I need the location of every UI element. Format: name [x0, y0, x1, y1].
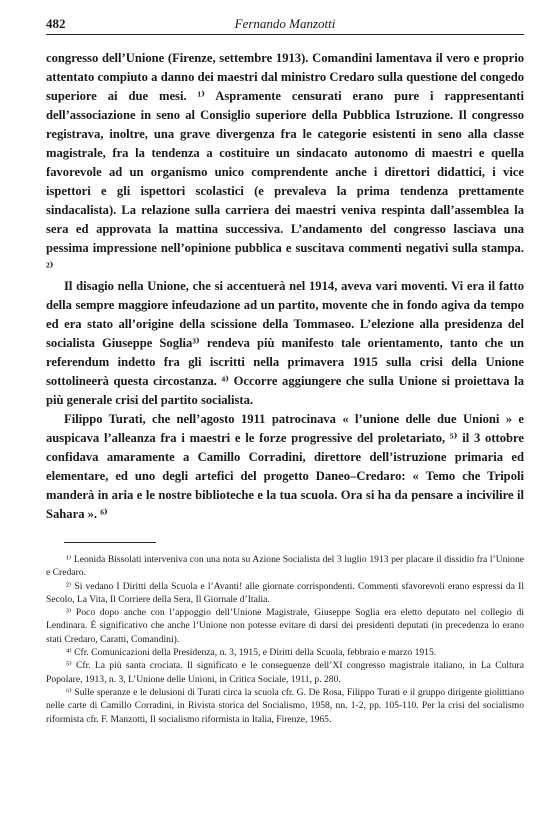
paragraph: Il disagio nella Unione, che si accentuerà nel 1914, aveva vari moventi. Vi era il fatto della sempre maggiore infeudazione ad un partito, movente che in fondo agiva da tempo ed era stato all’origine della scissione della Tommaseo. L’elezione alla presidenza del socialista Giuseppe Soglia³⁾ rendeva più manifesto tale orientamento, tanto che un referendum indetto fra gli iscritti nella primavera 1915 sulla crisi della Unione sottolineerà questa circostanza. ⁴⁾ Occorre aggiungere che sulla Unione si proiettava la più generale crisi del partito socialista.	[46, 279, 524, 407]
paragraph: Filippo Turati, che nell’agosto 1911 patrocinava « l’unione delle due Unioni » e auspicava l’alleanza fra i maestri e le forze progressive del proletariato, ⁵⁾ il 3 ottobre confidava amaramente a Camillo Corradini, direttore dell’istruzione primaria ed elementare, ed uno degli artefici del progetto Daneo–Credaro: « Temo che Tripoli manderà in aria e le nostre biblioteche e la tua scuola. Ora si ha da pensare a incivilire il Sahara ». ⁶⁾	[46, 412, 524, 521]
main-text	[46, 49, 524, 524]
footnote-separator	[64, 542, 156, 543]
footnote: ⁴⁾ Cfr. Comunicazioni della Presidenza, n. 3, 1915, e Diritti della Scuola, febbraio e marzo 1915.	[66, 647, 437, 659]
footnotes	[46, 553, 524, 726]
running-title: Fernando Manzotti	[234, 16, 336, 31]
footnote: ⁶⁾ Sulle speranze e le delusioni di Turati circa la scuola cfr. G. De Rosa, Filippo Turati e il gruppo dirigente giolittiano nelle carte di Camillo Corradini, in Rivista storica del Socialismo, 1958, nn. 1-2, pp. 105-110. Per la crisi del socialismo riformista cfr. F. Manzotti, Il socialismo riformista in Italia, Firenze, 1965.	[46, 686, 524, 725]
footnote: ³⁾ Poco dopo anche con l’appoggio dell’Unione Magistrale, Giuseppe Soglia era eletto deputato nel collegio di Lendinara. È significativo che anche l’Unione non potesse evitare di darsi dei presidenti deputati (in precedenza lo erano stati Credaro, Caratti, Comandini).	[46, 607, 524, 645]
footnote: ¹⁾ Leonida Bissolati interveniva con una nota su Azione Socialista del 3 luglio 1913 per placare il dissidio fra l’Unione e Credaro.	[46, 554, 524, 579]
footnote: ⁵⁾ Cfr. La più santa crociata. Il significato e le conseguenze dell’XI congresso magistrale italiano, in La Cultura Popolare, 1913, n. 3, L’Unione delle Unioni, in Critica Sociale, 1911, p. 280.	[46, 660, 524, 685]
paragraph: congresso dell’Unione (Firenze, settembre 1913). Comandini lamentava il vero e proprio attentato compiuto a danno dei maestri dal ministro Credaro sulla questione del congedo superiore ai due mesi. ¹⁾ Aspramente censurati erano pure i rappresentanti dell’associazione in seno al Consiglio superiore della Pubblica Istruzione. Il congresso registrava, inoltre, una grave divergenza fra le categorie esistenti in seno alla classe magistrale, fra la tendenza a costituire un sindacato autonomo di maestri e quella favorevole ad un organismo unico comprendente anche i direttori didattici, i vice ispettori e gli ispettori scolastici (e prevaleva la prima tendenza prettamente sindacalista). La relazione sulla carriera dei maestri veniva respinta dall’assemblea la sera ed approvata la mattina successiva. L’andamento del congresso lasciava una pessima impressione nell’opinione pubblica e suscitava commenti negativi sulla stampa. ²⁾	[46, 51, 524, 274]
book-page	[46, 14, 524, 726]
page-header	[46, 14, 524, 35]
footnote: ²⁾ Si vedano I Diritti della Scuola e l’Avanti! alle giornate corrispondenti. Commenti sfavorevoli erano espressi da Il Secolo, La Vita, Il Corriere della Sera, Il Giornale d’Italia.	[46, 580, 524, 605]
page-number: 482	[46, 16, 66, 31]
